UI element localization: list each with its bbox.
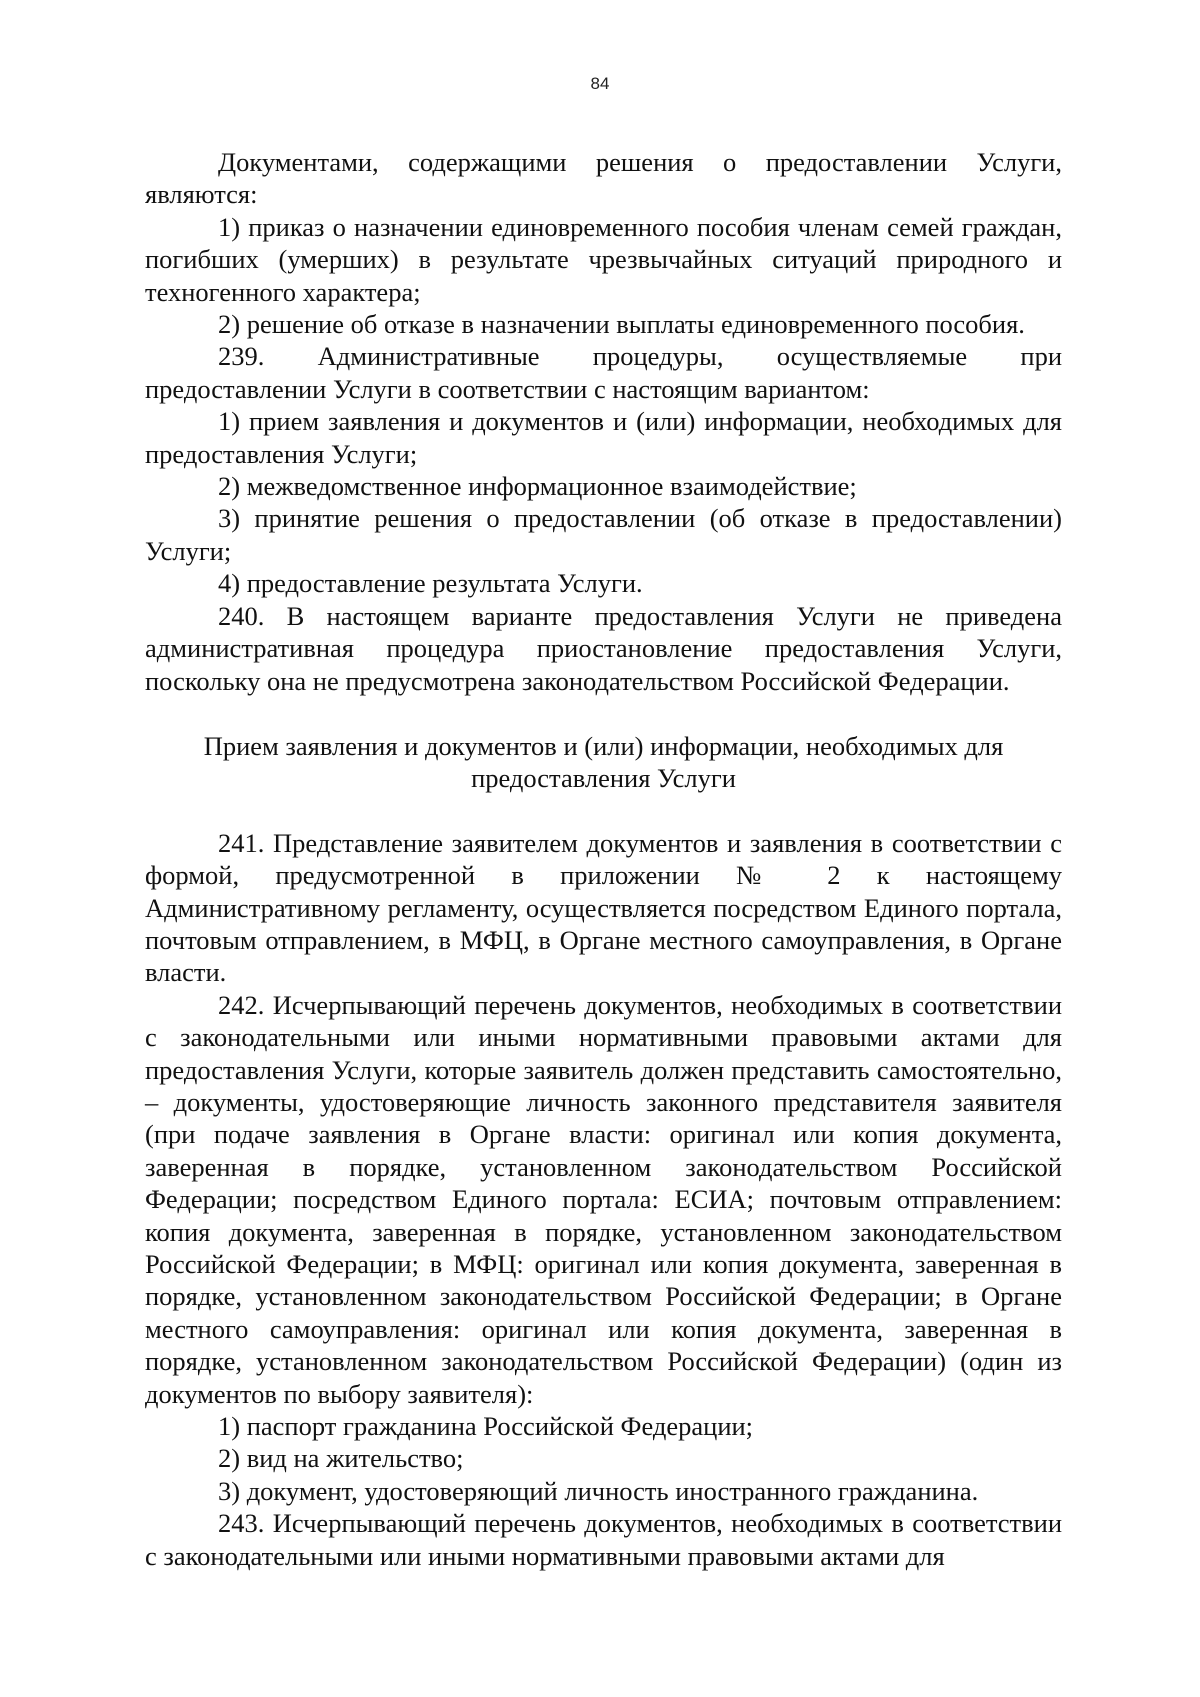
paragraph-id-doc-item-3: 3) документ, удостоверяющий личность иностранного гражданина. bbox=[218, 1475, 979, 1506]
paragraph-id-doc-item-2: 2) вид на жительство; bbox=[218, 1443, 464, 1474]
paragraph-order-item-1: 1) приказ о назначении единовременного пособия членам семей граждан, погибших (умерших) в результате чрезвычайных ситуаций природного и техногенного характера; bbox=[145, 211, 1062, 307]
paragraph-id-doc-item-1: 1) паспорт гражданина Российской Федерации; bbox=[218, 1411, 754, 1442]
paragraph-241: 241. Представление заявителем документов и заявления в соответствии с формой, предусмотренной в приложении № 2 к настоящему Административному регламенту, осуществляется посредством Единого портала, почтовым отправлением, в МФЦ, в Органе местного самоуправления, в Органе власти. bbox=[145, 827, 1062, 988]
paragraph-240: 240. В настоящем варианте предоставления Услуги не приведена административная процедура приостановление предоставления Услуги, поскольку она не предусмотрена законодательством Российской Федерации. bbox=[145, 600, 1062, 696]
paragraph-procedure-item-2: 2) межведомственное информационное взаимодействие; bbox=[218, 471, 857, 502]
paragraph-242: 242. Исчерпывающий перечень документов, необходимых в соответствии с законодательными или иными нормативными правовыми актами для предоставления Услуги, которые заявитель должен представить самостоятельно, – документы, удостоверяющие личность законного представителя заявителя (при подаче заявления в Органе власти: оригинал или копия документа, заверенная в порядке, установленном законодательством Российской Федерации; посредством Единого портала: ЕСИА; почтовым отправлением: копия документа, заверенная в порядке, установленном законодательством Российской Федерации; в МФЦ: оригинал или копия документа, заверенная в порядке, установленном законодательством Российской Федерации; в Органе местного самоуправления: оригинал или копия документа, заверенная в порядке, установленном законодательством Российской Федерации) (один из документов по выбору заявителя): bbox=[145, 989, 1062, 1409]
paragraph-procedure-item-1: 1) прием заявления и документов и (или) информации, необходимых для предоставления Услуги; bbox=[145, 406, 1062, 469]
paragraph-procedure-item-3: 3) принятие решения о предоставлении (об отказе в предоставлении) Услуги; bbox=[145, 503, 1062, 566]
paragraph-243: 243. Исчерпывающий перечень документов, необходимых в соответствии с законодательными или иными нормативными правовыми актами для bbox=[145, 1508, 1062, 1571]
paragraph-order-item-2: 2) решение об отказе в назначении выплаты единовременного пособия. bbox=[218, 309, 1025, 340]
paragraph-documents-list-intro: Документами, содержащими решения о предоставлении Услуги, являются: bbox=[145, 147, 1062, 210]
section-heading: Прием заявления и документов и (или) информации, необходимых для предоставления Услуги bbox=[203, 730, 1004, 794]
document-body bbox=[145, 146, 1062, 1572]
page-number: 84 bbox=[590, 74, 610, 93]
paragraph-procedure-item-4: 4) предоставление результата Услуги. bbox=[218, 568, 643, 599]
paragraph-239: 239. Административные процедуры, осуществляемые при предоставлении Услуги в соответствии с настоящим вариантом: bbox=[145, 341, 1062, 404]
